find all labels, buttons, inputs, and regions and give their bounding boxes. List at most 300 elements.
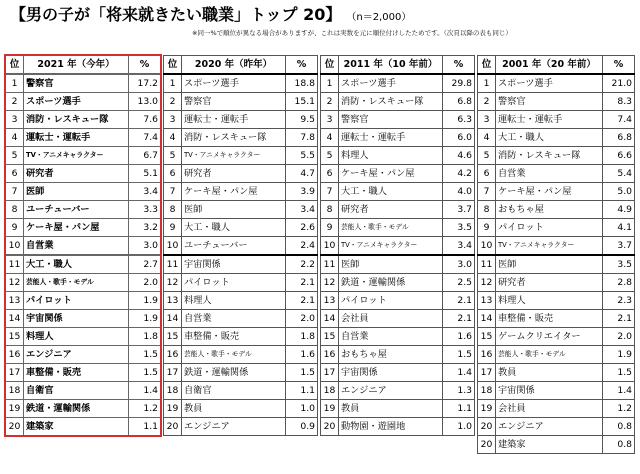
header-year: 2020 年（昨年） xyxy=(182,56,286,75)
table-row xyxy=(164,147,318,165)
title-text: 【男の子が「将来就きたい職業」トップ 20】 xyxy=(10,5,342,24)
header-year: 2021 年（今年） xyxy=(24,56,129,75)
rank-cell: 3 xyxy=(164,111,182,129)
rank-cell: 8 xyxy=(478,201,496,219)
rank-cell: 7 xyxy=(6,183,24,201)
table-row xyxy=(478,310,635,328)
job-name-cell: 動物園・遊園地 xyxy=(339,418,443,436)
job-name-cell: 運転士・運転手 xyxy=(339,129,443,147)
table-row xyxy=(478,255,635,274)
rank-cell: 9 xyxy=(164,219,182,237)
ranking-note: ※同一%で順位が異なる場合がありますが、これは実数を元に順位付けしたためです。（次頁以降の表も同じ） xyxy=(192,29,512,37)
table-row xyxy=(164,237,318,256)
job-name-cell: エンジニア xyxy=(182,418,286,436)
rank-cell: 4 xyxy=(321,129,339,147)
percent-cell: 3.4 xyxy=(443,237,475,256)
table-row xyxy=(321,74,475,93)
rank-cell: 2 xyxy=(6,93,24,111)
rank-cell: 17 xyxy=(6,364,24,382)
header-rank: 位 xyxy=(6,56,24,75)
job-name-cell: 車整備・販売 xyxy=(24,364,129,382)
rank-cell: 14 xyxy=(321,310,339,328)
rank-cell: 18 xyxy=(321,382,339,400)
percent-cell: 1.0 xyxy=(443,418,475,436)
table-row xyxy=(321,129,475,147)
rank-cell: 15 xyxy=(321,328,339,346)
table-row xyxy=(321,93,475,111)
job-name-cell: 消防・レスキュー隊 xyxy=(182,129,286,147)
job-name-cell: 運転士・運転手 xyxy=(496,111,603,129)
rank-cell: 6 xyxy=(478,165,496,183)
rank-cell: 4 xyxy=(6,129,24,147)
rank-cell: 11 xyxy=(478,255,496,274)
job-name-cell: エンジニア xyxy=(496,418,603,436)
job-name-cell: 鉄道・運輸関係 xyxy=(24,400,129,418)
job-name-cell: 医師 xyxy=(339,255,443,274)
rank-cell: 20 xyxy=(6,418,24,436)
percent-cell: 3.5 xyxy=(603,255,635,274)
job-name-cell: TV・アニメキャラクター xyxy=(496,237,603,256)
job-name-cell: スポーツ選手 xyxy=(182,74,286,93)
job-name-cell: TV・アニメキャラクター xyxy=(24,147,129,165)
rank-cell: 12 xyxy=(478,274,496,292)
job-name-cell: 宇宙関係 xyxy=(496,382,603,400)
job-name-cell: 自営業 xyxy=(496,165,603,183)
percent-cell: 15.1 xyxy=(286,93,318,111)
job-name-cell: 自営業 xyxy=(339,328,443,346)
job-name-cell: 大工・職人 xyxy=(496,129,603,147)
job-name-cell: 自営業 xyxy=(24,237,129,256)
table-row xyxy=(164,346,318,364)
table-row xyxy=(6,129,161,147)
table-row xyxy=(6,237,161,256)
table-row xyxy=(321,274,475,292)
job-name-cell: 芸能人・歌手・モデル xyxy=(182,346,286,364)
header-percent: % xyxy=(443,56,475,75)
rank-cell: 14 xyxy=(478,310,496,328)
percent-cell: 7.8 xyxy=(286,129,318,147)
job-name-cell: 教員 xyxy=(182,400,286,418)
percent-cell: 2.1 xyxy=(286,292,318,310)
table-row xyxy=(321,310,475,328)
table-row xyxy=(478,219,635,237)
percent-cell: 1.8 xyxy=(129,328,161,346)
job-name-cell: 運転士・運転手 xyxy=(24,129,129,147)
table-row xyxy=(6,201,161,219)
table-row xyxy=(478,400,635,418)
percent-cell: 1.6 xyxy=(443,328,475,346)
percent-cell: 3.4 xyxy=(129,183,161,201)
rank-cell: 20 xyxy=(478,418,496,436)
percent-cell: 2.4 xyxy=(286,237,318,256)
table-row xyxy=(164,310,318,328)
table-row xyxy=(478,346,635,364)
percent-cell: 1.5 xyxy=(603,364,635,382)
job-name-cell: 大工・職人 xyxy=(339,183,443,201)
percent-cell: 2.1 xyxy=(286,274,318,292)
rank-cell: 14 xyxy=(6,310,24,328)
table-row xyxy=(478,328,635,346)
rank-cell: 1 xyxy=(321,74,339,93)
rank-cell: 7 xyxy=(478,183,496,201)
rank-cell: 3 xyxy=(6,111,24,129)
percent-cell: 4.1 xyxy=(603,219,635,237)
job-name-cell: ケーキ屋・パン屋 xyxy=(496,183,603,201)
percent-cell: 3.5 xyxy=(443,219,475,237)
job-name-cell: エンジニア xyxy=(339,382,443,400)
percent-cell: 4.7 xyxy=(286,165,318,183)
percent-cell: 8.3 xyxy=(603,93,635,111)
percent-cell: 5.0 xyxy=(603,183,635,201)
job-name-cell: 消防・レスキュー隊 xyxy=(496,147,603,165)
percent-cell: 2.8 xyxy=(603,274,635,292)
job-name-cell: 鉄道・運輸関係 xyxy=(182,364,286,382)
job-name-cell: 会社員 xyxy=(339,310,443,328)
percent-cell: 1.4 xyxy=(443,364,475,382)
table-row xyxy=(6,274,161,292)
job-name-cell: 宇宙関係 xyxy=(339,364,443,382)
table-row xyxy=(321,364,475,382)
rank-cell: 17 xyxy=(164,364,182,382)
job-name-cell: TV・アニメキャラクター xyxy=(339,237,443,256)
rank-cell: 7 xyxy=(164,183,182,201)
table-row xyxy=(6,219,161,237)
percent-cell: 2.2 xyxy=(286,255,318,274)
table-row xyxy=(321,165,475,183)
job-name-cell: おもちゃ屋 xyxy=(496,201,603,219)
rank-cell: 10 xyxy=(321,237,339,256)
header-percent: % xyxy=(603,56,635,75)
percent-cell: 2.0 xyxy=(129,274,161,292)
ranking-table-2001 xyxy=(477,55,635,454)
table-row xyxy=(321,237,475,256)
job-name-cell: 教員 xyxy=(496,364,603,382)
job-name-cell: 消防・レスキュー隊 xyxy=(24,111,129,129)
percent-cell: 13.0 xyxy=(129,93,161,111)
table-row xyxy=(478,93,635,111)
percent-cell: 1.9 xyxy=(603,346,635,364)
rank-cell: 19 xyxy=(321,400,339,418)
rank-cell: 10 xyxy=(478,237,496,256)
table-row xyxy=(6,93,161,111)
rank-cell: 20 xyxy=(321,418,339,436)
page-title xyxy=(10,2,411,25)
job-name-cell: 大工・職人 xyxy=(24,255,129,274)
table-row xyxy=(478,364,635,382)
rank-cell: 15 xyxy=(6,328,24,346)
table-row xyxy=(6,165,161,183)
rank-cell: 8 xyxy=(6,201,24,219)
percent-cell: 4.2 xyxy=(443,165,475,183)
job-name-cell: 教員 xyxy=(339,400,443,418)
job-name-cell: 医師 xyxy=(24,183,129,201)
table-row xyxy=(6,183,161,201)
table-row xyxy=(164,364,318,382)
rank-cell: 18 xyxy=(478,382,496,400)
table-header-row xyxy=(478,56,635,75)
percent-cell: 1.5 xyxy=(443,346,475,364)
table-row xyxy=(321,346,475,364)
rank-cell: 6 xyxy=(321,165,339,183)
table-row xyxy=(478,183,635,201)
rank-cell: 9 xyxy=(6,219,24,237)
rank-cell: 2 xyxy=(164,93,182,111)
job-name-cell: 研究者 xyxy=(339,201,443,219)
table-row xyxy=(6,147,161,165)
header-percent: % xyxy=(286,56,318,75)
rank-cell: 16 xyxy=(478,346,496,364)
percent-cell: 1.9 xyxy=(129,292,161,310)
table-row xyxy=(164,274,318,292)
percent-cell: 3.2 xyxy=(129,219,161,237)
sample-size: （n＝2,000） xyxy=(351,12,412,23)
job-name-cell: エンジニア xyxy=(24,346,129,364)
job-name-cell: 大工・職人 xyxy=(182,219,286,237)
header-year: 2001 年（20 年前） xyxy=(496,56,603,75)
table-row xyxy=(478,129,635,147)
table-row xyxy=(321,328,475,346)
rank-cell: 20 xyxy=(164,418,182,436)
table-row xyxy=(321,418,475,436)
percent-cell: 7.4 xyxy=(129,129,161,147)
table-row xyxy=(164,93,318,111)
job-name-cell: スポーツ選手 xyxy=(339,74,443,93)
job-name-cell: 医師 xyxy=(496,255,603,274)
rank-cell: 15 xyxy=(164,328,182,346)
job-name-cell: 警察官 xyxy=(496,93,603,111)
job-name-cell: 車整備・販売 xyxy=(182,328,286,346)
percent-cell: 4.0 xyxy=(443,183,475,201)
job-name-cell: 警察官 xyxy=(339,111,443,129)
percent-cell: 7.6 xyxy=(129,111,161,129)
percent-cell: 3.7 xyxy=(443,201,475,219)
percent-cell: 6.8 xyxy=(603,129,635,147)
table-row xyxy=(478,274,635,292)
percent-cell: 1.8 xyxy=(286,328,318,346)
table-row xyxy=(6,292,161,310)
percent-cell: 3.4 xyxy=(286,201,318,219)
table-row xyxy=(478,382,635,400)
percent-cell: 4.9 xyxy=(603,201,635,219)
table-row xyxy=(164,418,318,436)
job-name-cell: 料理人 xyxy=(182,292,286,310)
rank-cell: 18 xyxy=(164,382,182,400)
job-name-cell: パイロット xyxy=(339,292,443,310)
job-name-cell: 自営業 xyxy=(182,310,286,328)
job-name-cell: 芸能人・歌手・モデル xyxy=(339,219,443,237)
rank-cell: 2 xyxy=(321,93,339,111)
table-row xyxy=(6,328,161,346)
percent-cell: 6.3 xyxy=(443,111,475,129)
table-row xyxy=(321,183,475,201)
rank-cell: 6 xyxy=(164,165,182,183)
rank-cell: 5 xyxy=(321,147,339,165)
percent-cell: 2.1 xyxy=(443,292,475,310)
percent-cell: 17.2 xyxy=(129,74,161,93)
table-row xyxy=(321,292,475,310)
rank-cell: 12 xyxy=(321,274,339,292)
table-row xyxy=(6,346,161,364)
table-row xyxy=(478,147,635,165)
rank-cell: 15 xyxy=(478,328,496,346)
rank-cell: 13 xyxy=(164,292,182,310)
job-name-cell: ケーキ屋・パン屋 xyxy=(339,165,443,183)
table-row xyxy=(478,201,635,219)
job-name-cell: 消防・レスキュー隊 xyxy=(339,93,443,111)
rank-cell: 13 xyxy=(6,292,24,310)
table-row xyxy=(6,310,161,328)
rank-cell: 4 xyxy=(478,129,496,147)
percent-cell: 1.4 xyxy=(603,382,635,400)
job-name-cell: 芸能人・歌手・モデル xyxy=(496,346,603,364)
job-name-cell: ケーキ屋・パン屋 xyxy=(182,183,286,201)
percent-cell: 3.7 xyxy=(603,237,635,256)
percent-cell: 4.6 xyxy=(443,147,475,165)
rank-cell: 10 xyxy=(164,237,182,256)
job-name-cell: 料理人 xyxy=(339,147,443,165)
job-name-cell: 警察官 xyxy=(24,74,129,93)
table-row xyxy=(6,74,161,93)
percent-cell: 1.2 xyxy=(129,400,161,418)
rank-cell: 18 xyxy=(6,382,24,400)
percent-cell: 0.8 xyxy=(603,418,635,436)
percent-cell: 2.0 xyxy=(286,310,318,328)
rank-cell: 16 xyxy=(6,346,24,364)
rank-cell: 13 xyxy=(321,292,339,310)
rank-cell: 1 xyxy=(164,74,182,93)
table-header-row xyxy=(164,56,318,75)
percent-cell: 1.6 xyxy=(286,346,318,364)
percent-cell: 3.9 xyxy=(286,183,318,201)
job-name-cell: おもちゃ屋 xyxy=(339,346,443,364)
percent-cell: 1.5 xyxy=(129,364,161,382)
job-name-cell: パイロット xyxy=(24,292,129,310)
job-name-cell: 宇宙関係 xyxy=(24,310,129,328)
table-row xyxy=(478,111,635,129)
percent-cell: 1.9 xyxy=(129,310,161,328)
table-row xyxy=(164,400,318,418)
table-row xyxy=(6,418,161,436)
percent-cell: 6.0 xyxy=(443,129,475,147)
table-row xyxy=(164,111,318,129)
table-row xyxy=(164,219,318,237)
percent-cell: 3.3 xyxy=(129,201,161,219)
percent-cell: 9.5 xyxy=(286,111,318,129)
job-name-cell: パイロット xyxy=(496,219,603,237)
header-rank: 位 xyxy=(321,56,339,75)
job-name-cell: 研究者 xyxy=(496,274,603,292)
table-row xyxy=(321,111,475,129)
table-row xyxy=(478,237,635,256)
percent-cell: 3.0 xyxy=(443,255,475,274)
percent-cell: 0.8 xyxy=(603,436,635,454)
job-name-cell: 芸能人・歌手・モデル xyxy=(24,274,129,292)
job-name-cell: 車整備・販売 xyxy=(496,310,603,328)
table-row xyxy=(321,201,475,219)
table-header-row xyxy=(6,56,161,75)
rank-cell: 5 xyxy=(6,147,24,165)
table-row xyxy=(321,219,475,237)
rank-cell: 12 xyxy=(6,274,24,292)
rank-cell: 16 xyxy=(321,346,339,364)
table-row xyxy=(6,364,161,382)
rank-cell: 9 xyxy=(321,219,339,237)
job-name-cell: TV・アニメキャラクター xyxy=(182,147,286,165)
rank-cell: 2 xyxy=(478,93,496,111)
percent-cell: 2.5 xyxy=(443,274,475,292)
percent-cell: 18.8 xyxy=(286,74,318,93)
table-row xyxy=(6,255,161,274)
job-name-cell: 自衛官 xyxy=(24,382,129,400)
percent-cell: 2.3 xyxy=(603,292,635,310)
percent-cell: 6.8 xyxy=(443,93,475,111)
table-row xyxy=(6,382,161,400)
rank-cell: 17 xyxy=(321,364,339,382)
percent-cell: 3.0 xyxy=(129,237,161,256)
job-name-cell: スポーツ選手 xyxy=(496,74,603,93)
table-row xyxy=(478,165,635,183)
rank-cell: 20 xyxy=(478,436,496,454)
rank-cell: 14 xyxy=(164,310,182,328)
rank-cell: 1 xyxy=(478,74,496,93)
rank-cell: 13 xyxy=(478,292,496,310)
percent-cell: 6.7 xyxy=(129,147,161,165)
table-row xyxy=(164,255,318,274)
header-rank: 位 xyxy=(478,56,496,75)
rank-cell: 1 xyxy=(6,74,24,93)
job-name-cell: パイロット xyxy=(182,274,286,292)
rank-cell: 8 xyxy=(321,201,339,219)
job-name-cell: 料理人 xyxy=(24,328,129,346)
rank-cell: 11 xyxy=(164,255,182,274)
header-rank: 位 xyxy=(164,56,182,75)
job-name-cell: 建築家 xyxy=(496,436,603,454)
job-name-cell: 会社員 xyxy=(496,400,603,418)
table-row xyxy=(164,183,318,201)
table-row xyxy=(164,74,318,93)
rank-cell: 16 xyxy=(164,346,182,364)
rank-cell: 9 xyxy=(478,219,496,237)
ranking-table-2020 xyxy=(163,55,318,436)
table-row xyxy=(164,292,318,310)
percent-cell: 1.2 xyxy=(603,400,635,418)
table-row xyxy=(321,400,475,418)
percent-cell: 2.6 xyxy=(286,219,318,237)
rank-cell: 3 xyxy=(321,111,339,129)
table-row xyxy=(321,382,475,400)
table-row xyxy=(478,418,635,436)
table-row xyxy=(321,147,475,165)
percent-cell: 29.8 xyxy=(443,74,475,93)
rank-cell: 5 xyxy=(478,147,496,165)
table-row xyxy=(478,292,635,310)
job-name-cell: スポーツ選手 xyxy=(24,93,129,111)
table-row xyxy=(164,328,318,346)
percent-cell: 7.4 xyxy=(603,111,635,129)
percent-cell: 1.0 xyxy=(286,400,318,418)
rank-cell: 7 xyxy=(321,183,339,201)
percent-cell: 1.1 xyxy=(129,418,161,436)
rank-cell: 12 xyxy=(164,274,182,292)
job-name-cell: 警察官 xyxy=(182,93,286,111)
rank-cell: 19 xyxy=(164,400,182,418)
job-name-cell: 自衛官 xyxy=(182,382,286,400)
percent-cell: 1.1 xyxy=(443,400,475,418)
job-name-cell: ケーキ屋・パン屋 xyxy=(24,219,129,237)
percent-cell: 2.0 xyxy=(603,328,635,346)
job-name-cell: ゲームクリエイター xyxy=(496,328,603,346)
header-percent: % xyxy=(129,56,161,75)
